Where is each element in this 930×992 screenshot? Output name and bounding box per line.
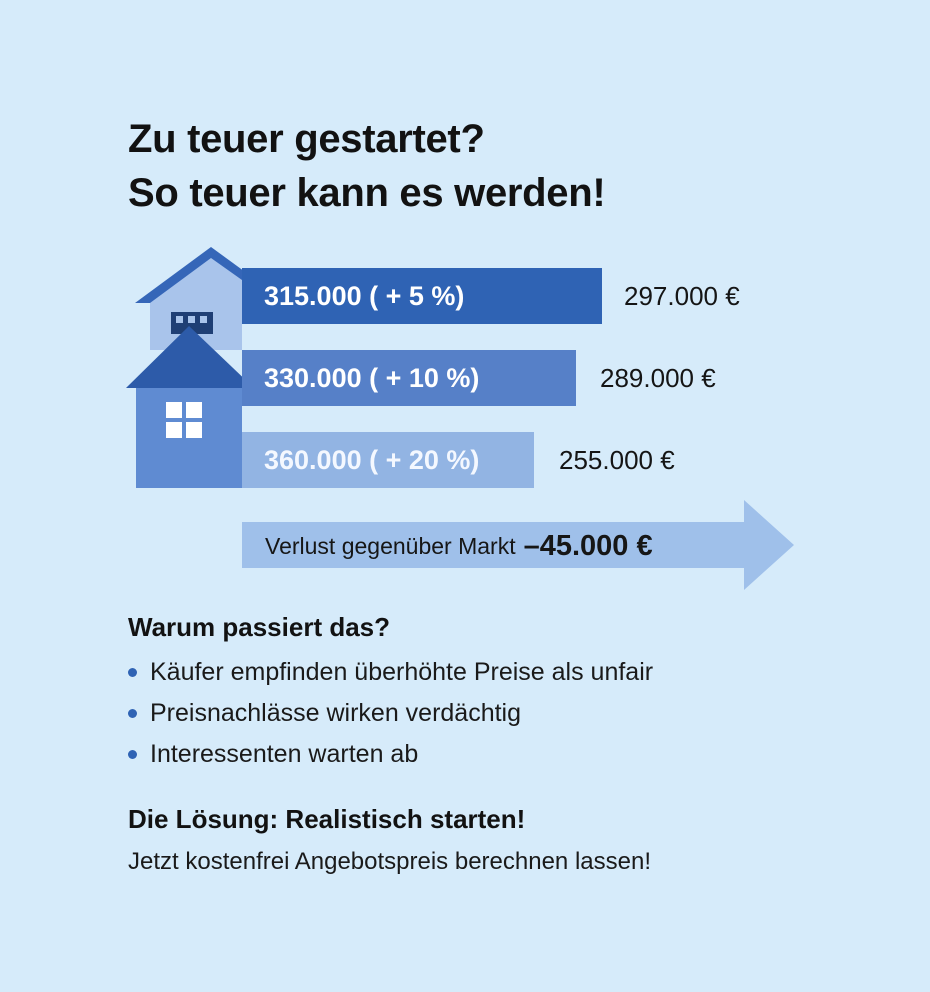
headline-line-1: Zu teuer gestartet? [128, 117, 485, 161]
list-item [128, 693, 653, 734]
why-heading: Warum passiert das? [128, 612, 391, 642]
reason-text: Preisnachlässe wirken verdächtig [150, 699, 522, 727]
bullet-icon [128, 709, 137, 718]
asking-price: 315.000 ( + 5 %) [264, 280, 465, 311]
headline-line-2: So teuer kann es werden! [128, 171, 606, 215]
loss-label: Verlust gegenüber Markt [265, 532, 516, 559]
reason-text: Käufer empfinden überhöhte Preise als unfair [150, 658, 654, 686]
call-to-action: Jetzt kostenfrei Angebotspreis berechnen lassen! [128, 848, 651, 875]
scenario-bar-1 [242, 268, 602, 324]
bullet-icon [128, 668, 137, 677]
bullet-icon [128, 750, 137, 759]
loss-summary [265, 526, 653, 566]
scenario-bar-2 [242, 350, 576, 406]
house-icon [135, 247, 248, 350]
scenario-bar-3 [242, 432, 534, 488]
reason-text: Interessenten warten ab [150, 740, 419, 768]
house-icon [126, 326, 254, 488]
market-price: 255.000 € [559, 445, 675, 475]
list-item [128, 652, 653, 693]
market-price: 297.000 € [624, 281, 740, 311]
headline [128, 112, 605, 220]
asking-price: 360.000 ( + 20 %) [264, 444, 480, 475]
asking-price: 330.000 ( + 10 %) [264, 362, 480, 393]
market-price: 289.000 € [600, 363, 716, 393]
loss-value: –45.000 € [523, 529, 653, 562]
reasons-list [128, 652, 653, 775]
solution-heading: Die Lösung: Realistisch starten! [128, 804, 526, 834]
list-item [128, 734, 653, 775]
